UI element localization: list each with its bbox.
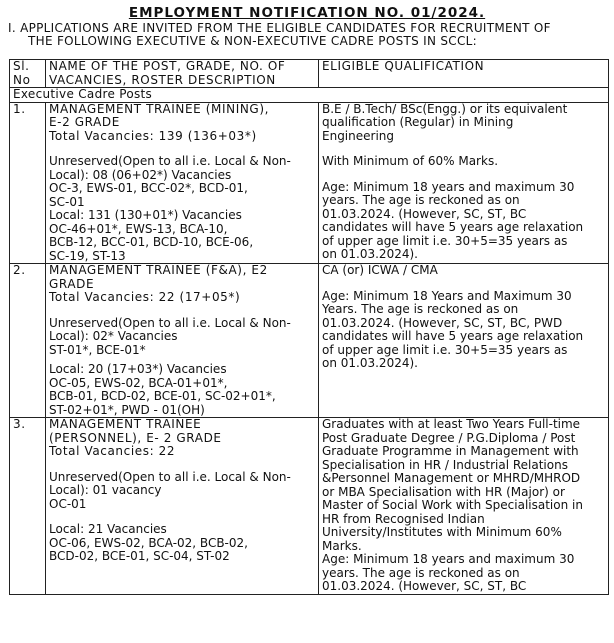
table-row [10,418,609,595]
header-sl-line1: Sl. [13,59,30,73]
post-grade: E-2 GRADE [49,115,120,129]
header-qualification [319,60,609,88]
row-qualification [319,102,609,264]
roster-line: BCD-02, BCE-01, SC-04, ST-02 [49,549,230,563]
unreserved-line: Unreserved(Open to all i.e. Local & Non- [49,315,291,330]
roster-line: OC-01 [49,496,87,511]
age-line: Age: Minimum 18 years and maximum 30 [322,552,575,566]
qualification-line: Graduate Programme in Management with [322,444,579,458]
age-line: years. The age is reckoned as on [322,565,520,580]
unreserved-line: Local): 01 vacancy [49,483,162,497]
roster-line: OC-46+01*, EWS-13, BCA-10, [49,221,228,236]
qualification-line: Specialisation in HR / Industrial Relations [322,457,568,472]
total-vacancies: Total Vacancies: 22 [49,444,176,458]
row-sl: 3. [10,418,46,595]
row-qualification [319,418,609,595]
qualification-line: CA (or) ICWA / CMA [322,263,438,277]
qualification-line: Master of Social Work with Specialisation in [322,498,583,512]
roster-line: ST-02+01*, PWD - 01(OH) [49,402,205,417]
qualification-line: HR from Recognised Indian [322,511,485,526]
intro-text [0,22,614,48]
age-line: Age: Minimum 18 years and maximum 30 [322,179,575,194]
local-line: Local: 21 Vacancies [49,522,167,536]
unreserved-line: Unreserved(Open to all i.e. Local & Non- [49,469,291,484]
table-row [10,264,609,418]
page-title: EMPLOYMENT NOTIFICATION NO. 01/2024. [128,5,486,21]
age-line: 01.03.2024. (However, SC, ST, BC [322,206,527,221]
roster-line: OC-05, EWS-02, BCA-01+01*, [49,375,228,390]
age-line: candidates will have 5 years age relaxation [322,329,584,343]
table-header-row [10,60,609,88]
local-line: Local: 20 (17+03*) Vacancies [49,362,227,376]
roster-line: BCB-12, BCC-01, BCD-10, BCE-06, [49,235,254,249]
age-line: Age: Minimum 18 Years and Maximum 30 [322,288,572,303]
header-post-line1: NAME OF THE POST, GRADE, NO. OF [49,59,286,73]
qualification-line: or MBA Specialisation with HR (Major) or [322,484,565,499]
total-vacancies: Total Vacancies: 22 (17+05*) [49,290,241,304]
section-label: Executive Cadre Posts [10,88,609,103]
qualification-line: Post Graduate Degree / P.G.Diploma / Post [322,430,576,445]
roster-line: BCB-01, BCD-02, BCE-01, SC-02+01*, [49,389,276,403]
row-post [46,418,319,595]
post-grade: (PERSONNEL), E- 2 GRADE [49,430,222,445]
roster-line: OC-3, EWS-01, BCC-02*, BCD-01, [49,181,248,195]
age-line: of upper age limit i.e. 30+5=35 years as [322,342,568,357]
unreserved-line: Local): 08 (06+02*) Vacancies [49,167,232,182]
age-line: 01.03.2024. (However, SC, ST, BC, PWD [322,315,563,330]
header-post-line2: VACANCIES, ROSTER DESCRIPTION [49,72,276,87]
row-post [46,102,319,264]
row-qualification [319,264,609,418]
unreserved-line: Unreserved(Open to all i.e. Local & Non- [49,154,291,168]
intro-line-2: THE FOLLOWING EXECUTIVE & NON-EXECUTIVE CADRE POSTS IN SCCL: [28,34,477,48]
age-line: on 01.03.2024). [322,356,418,370]
qualification-line: Engineering [322,128,394,143]
row-sl: 2. [10,264,46,418]
qualification-line: University/Institutes with Minimum 60% [322,525,562,539]
table-row [10,102,609,264]
qualification-line: B.E / B.Tech/ BSc(Engg.) or its equivalent [322,101,568,116]
roster-line: SC-19, ST-13 [49,248,126,263]
post-grade: GRADE [49,276,95,291]
vacancy-table [9,59,609,595]
roster-line: SC-01 [49,194,85,209]
header-sl-line2: No [13,72,31,87]
total-vacancies: Total Vacancies: 139 (136+03*) [49,128,257,143]
age-line: 01.03.2024. (However, SC, ST, BC [322,579,527,593]
row-sl: 1. [10,102,46,264]
age-line: Years. The age is reckoned as on [322,302,519,316]
age-line: years. The age is reckoned as on [322,193,520,207]
qualification-line: qualification (Regular) in Mining [322,115,514,129]
post-name: MANAGEMENT TRAINEE [49,417,202,431]
age-line: of upper age limit i.e. 30+5=35 years as [322,233,568,248]
intro-line-1: I. APPLICATIONS ARE INVITED FROM THE ELIGIBLE CANDIDATES FOR RECRUITMENT OF [8,21,551,35]
marks-requirement: With Minimum of 60% Marks. [322,154,499,168]
qualification-line: Graduates with at least Two Years Full-time [322,417,581,431]
post-name: MANAGEMENT TRAINEE (MINING), [49,101,270,116]
section-row [10,88,609,103]
age-line: on 01.03.2024). [322,247,418,261]
header-post [46,60,319,88]
post-name: MANAGEMENT TRAINEE (F&A), E2 [49,263,268,277]
qualification-line: Marks. [322,538,362,553]
qualification-line: &Personnel Management or MHRD/MHROD [322,471,581,485]
roster-line: ST-01*, BCE-01* [49,342,146,357]
header-qual-text: ELIGIBLE QUALIFICATION [322,59,485,73]
roster-line: OC-06, EWS-02, BCA-02, BCB-02, [49,535,248,550]
row-post [46,264,319,418]
local-line: Local: 131 (130+01*) Vacancies [49,208,242,222]
header-sl [10,60,46,88]
unreserved-line: Local): 02* Vacancies [49,329,178,343]
age-line: candidates will have 5 years age relaxation [322,220,584,234]
